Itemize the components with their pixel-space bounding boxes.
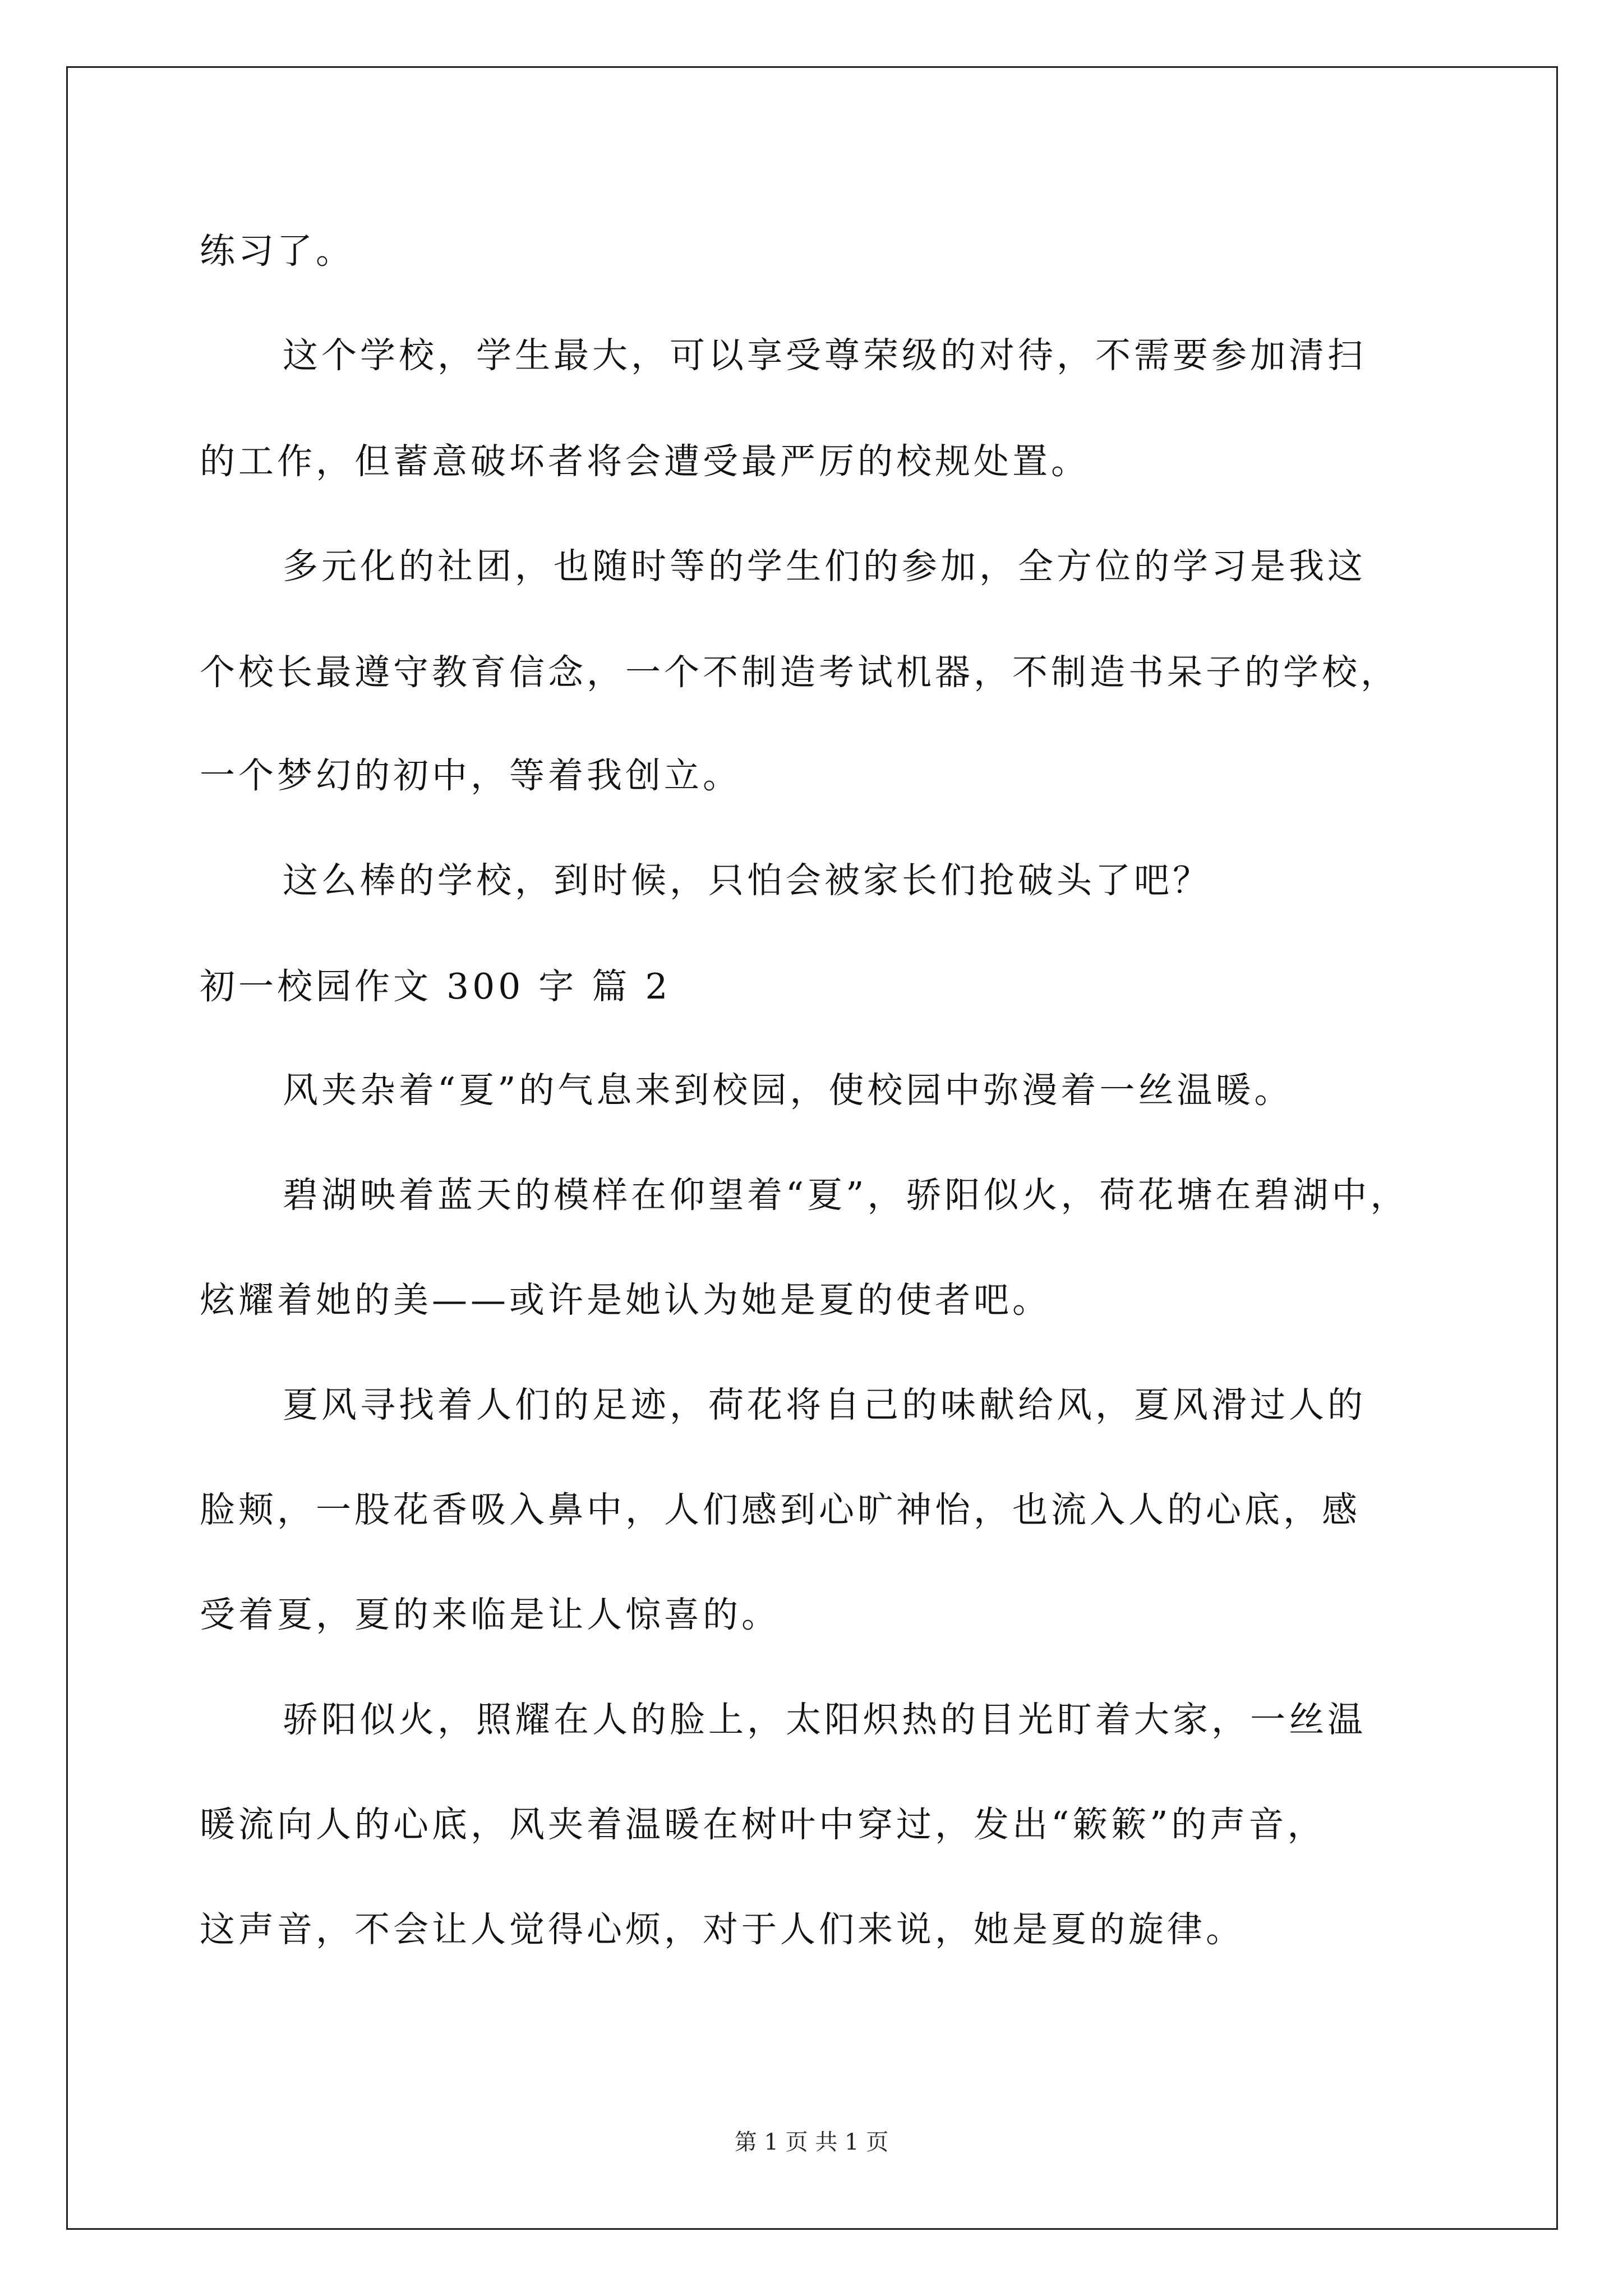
paragraph-line: 这个学校，学生最大，可以享受尊荣级的对待，不需要参加清扫 (283, 335, 1366, 376)
paragraph-line: 碧湖映着蓝天的模样在仰望着“夏”，骄阳似火，荷花塘在碧湖中， (283, 1175, 1409, 1216)
page-frame (66, 66, 1558, 2230)
text-line: 炫耀着她的美——或许是她认为她是夏的使者吧。 (200, 1280, 1051, 1320)
text-line: 的工作，但蓄意破坏者将会遭受最严厉的校规处置。 (200, 441, 1090, 482)
text-line: 这声音，不会让人觉得心烦，对于人们来说，她是夏的旋律。 (200, 1909, 1244, 1950)
text-line: 个校长最遵守教育信念，一个不制造考试机器，不制造书呆子的学校， (200, 652, 1399, 693)
paragraph-line: 夏风寻找着人们的足迹，荷花将自己的味献给风，夏风滑过人的 (283, 1384, 1366, 1425)
paragraph-line: 风夹杂着“夏”的气息来到校园，使校园中弥漫着一丝温暖。 (283, 1070, 1293, 1111)
page-footer: 第 1 页 共 1 页 (734, 2129, 889, 2155)
paragraph-line: 骄阳似火，照耀在人的脸上，太阳炽热的目光盯着大家，一丝温 (283, 1699, 1366, 1740)
text-line: 一个梦幻的初中，等着我创立。 (200, 755, 741, 796)
paragraph-line: 多元化的社团，也随时等的学生们的参加，全方位的学习是我这 (283, 546, 1366, 587)
text-line: 受着夏，夏的来临是让人惊喜的。 (200, 1594, 780, 1635)
paragraph-line: 这么棒的学校，到时候，只怕会被家长们抢破头了吧？ (283, 860, 1211, 901)
text-line: 暖流向人的心底，风夹着温暖在树叶中穿过，发出“簌簌”的声音， (200, 1804, 1326, 1845)
text-line: 脸颊，一股花香吸入鼻中，人们感到心旷神怡，也流入人的心底，感 (200, 1489, 1361, 1530)
text-line: 练习了。 (200, 231, 354, 272)
section-heading: 初一校园作文 300 字 篇 2 (200, 966, 671, 1007)
